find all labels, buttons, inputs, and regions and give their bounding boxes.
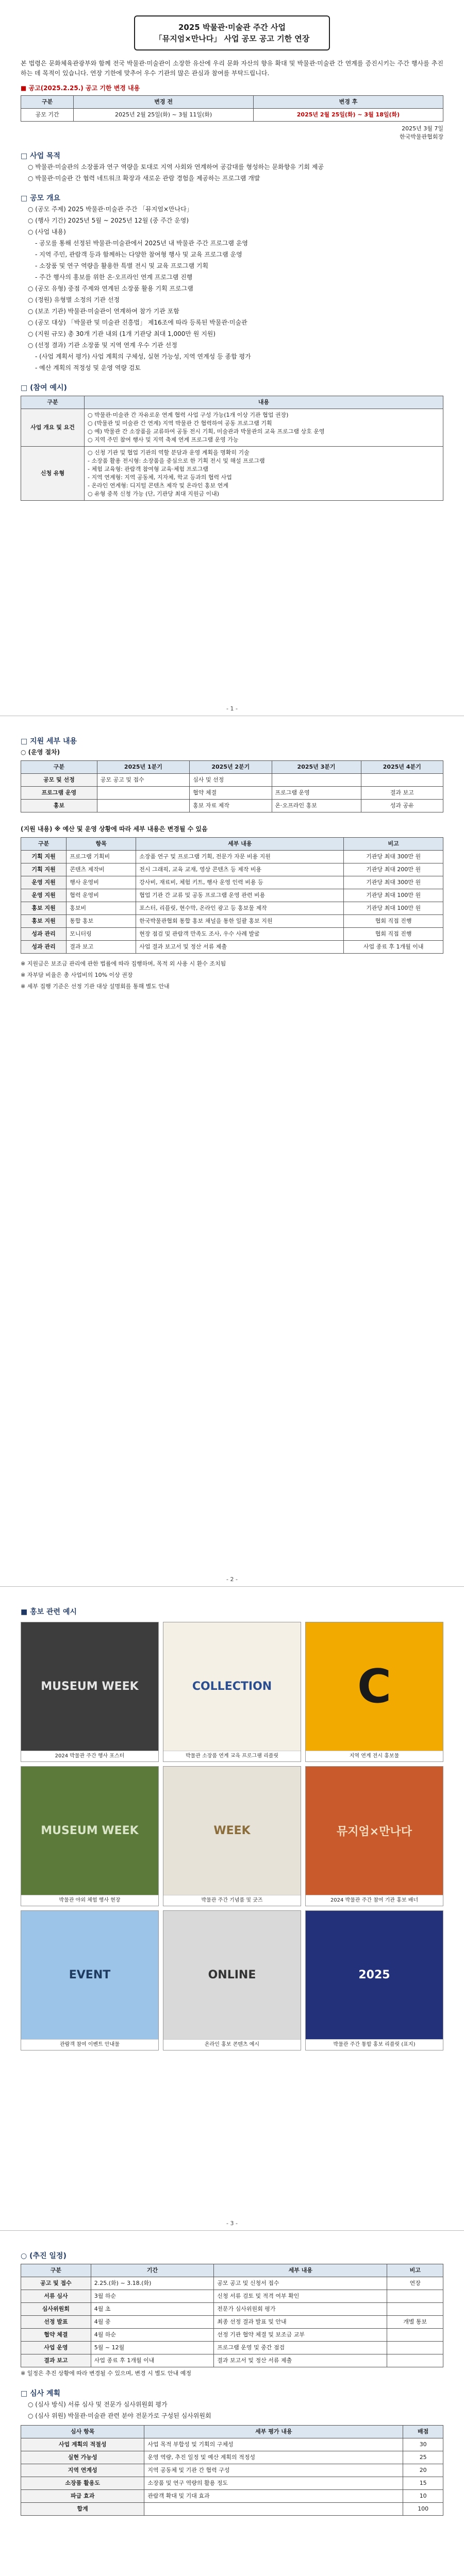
table-cell: 개별 통보 [387,2316,443,2329]
body-text-line: ○ (심사 방식) 서류 심사 및 전문가 심사위원회 평가 [28,2401,168,2408]
example-cell: ○ 신청 기관 및 협업 기관의 역할 분담과 운영 계획을 명확히 기술 - 소장품 활용 전시형: 소장품을 중심으로 한 기획 전시 및 해설 프로그램 - 체험 교육형: 관람객 참여형 교육·체험 프로그램 - 지역 연계형: 지역 공동체, 지자체, 학교 등과의 협력 사업 - 온라인 연계형: 디지털 콘텐츠 제작 및 온라인 홍보 연계 ○ 유형 중복 신청 가능 (단, 기관당 최대 지원금 이내) [85,447,443,501]
promo-image-label: COLLECTION [192,1680,272,1693]
table-cell: 15 [403,2477,443,2490]
table-header: 2025년 4분기 [361,761,443,774]
schedule-row [21,774,443,787]
table-cell: 통합 홍보 [67,915,136,928]
table-cell: 소장품 활용도 [21,2477,144,2490]
example-cell: 사업 개요 및 요건 [21,409,85,447]
table-header: 배점 [403,2426,443,2438]
schedule-row [21,800,443,812]
table-cell: 5월 ~ 12월 [91,2342,213,2354]
promo-image-card [163,1910,301,2050]
body-text-line: ○ 박물관·미술관의 소장품과 연구 역량을 토대로 지역 사회와 연계하여 공감대를 형성하는 문화향유 기회 제공 [28,163,324,171]
promo-image-card [21,1766,159,1906]
table-cell: 운영 지원 [21,889,67,902]
section-review-body [21,2399,443,2421]
body-text-line: ○ (정원) 유형별 소정의 기관 선정 [28,296,120,303]
document-org: 한국박물관협회장 [399,133,443,140]
promo-image-label: 2025 [358,1969,390,1981]
table-cell: 4월 초 [91,2303,213,2316]
promo-image-caption: 박물관 소장품 연계 교육 프로그램 리플릿 [163,1751,301,1761]
table-cell: 선정 기관 협약 체결 및 보조금 교부 [214,2329,387,2342]
title-line-2: 「뮤지엄×만나다」 사업 공모 공고 기한 연장 [154,34,310,43]
timeline-row [21,2354,443,2367]
promo-image-label: MUSEUM WEEK [41,1824,139,1837]
body-text-line: ○ (보조 기관) 박물관·미술관이 연계하여 참가 기관 포함 [28,308,179,315]
table-cell: 서류 심사 [21,2290,91,2303]
table-cell: 기관당 최대 100만 원 [344,889,443,902]
table-cell: 기획 지원 [21,851,67,863]
body-text-line: - (사업 계획서 평가) 사업 계획의 구체성, 실현 가능성, 지역 연계성 등 종합 평가 [35,353,251,360]
promo-image-card [163,1622,301,1762]
body-text-line: ○ (선정 결과) 기관 소장품 및 지역 연계 우수 기관 선정 [28,342,177,349]
table-cell: 결과 보고서 및 정산 서류 제출 [214,2354,387,2367]
detail-table [21,837,443,954]
promo-image-label: C [357,1659,392,1714]
body-text-line: - 주간 행사의 홍보를 위한 온·오프라인 연계 프로그램 진행 [35,274,193,281]
table-cell: 프로그램 운영 및 중간 점검 [214,2342,387,2354]
table-cell: 모니터링 [67,928,136,941]
table-cell: 프로그램 운영 [272,787,361,800]
table-header: 구분 [21,838,67,851]
table-header: 2025년 1분기 [97,761,189,774]
table-cell: 4월 하순 [91,2329,213,2342]
table-header: 구분 [21,761,97,774]
promo-image-card [305,1766,443,1906]
table-cell [387,2303,443,2316]
table-cell: 사업 계획의 적절성 [21,2438,144,2451]
table-cell: 심사 및 선정 [190,774,272,787]
page-2 [0,721,464,1587]
table-cell: 결과 보고 [361,787,443,800]
table-cell: 성과 관리 [21,941,67,954]
detail-row [21,941,443,954]
promo-image-card [163,1766,301,1906]
section-support-title: □ 지원 세부 내용 [21,737,77,745]
table-cell: 행사 운영비 [67,876,136,889]
table-cell [272,774,361,787]
evaluation-table [21,2425,443,2516]
table-cell: 선정 발표 [21,2316,91,2329]
table-cell: 협약 체결 [21,2329,91,2342]
table-header: 구분 [21,2264,91,2277]
example-cell: 신청 유형 [21,447,85,501]
section-purpose-title: □ 사업 목적 [21,152,61,160]
body-text-line: ○ (사업 내용) [28,228,66,235]
table-cell: 한국박물관협회 통합 홍보 채널을 통한 일괄 홍보 지원 [136,915,344,928]
body-text-line: ○ 박물관·미술관 간 협력 네트워크 확장과 새로운 관람 경험을 제공하는 프로그램 개발 [28,175,260,182]
promo-image-card [305,1910,443,2050]
page-1 [0,0,464,716]
table-cell: 지역 공동체 및 기관 간 협력 구성 [144,2464,403,2477]
promo-image-caption: 박물관 주간 기념품 및 굿즈 [163,1895,301,1906]
section-overview-body [21,204,443,373]
example-cell: ○ 박물관·미술관 간 자유로운 연계 협력 사업 구성 가능(1개 이상 기관 협업 권장) ○ (박물관 및 미술관 간 연계) 지역 박물관 간 협력하여 공동 프로그램 기획 ○ 예) 박물관 간 소장품을 교류하여 공동 전시 기획, 미술관과 박물관의 교육 프로그램 상호 운영 ○ 지역 주민 참여 행사 및 지역 축제 연계 프로그램 운영 가능 [85,409,443,447]
table-cell: 파급 효과 [21,2490,144,2503]
timeline-row [21,2316,443,2329]
table-header: 기간 [91,2264,213,2277]
table-cell: 포스터, 리플릿, 현수막, 온라인 광고 등 홍보물 제작 [136,902,344,915]
document-title [134,15,330,50]
detail-row [21,863,443,876]
table-header: 2025년 3분기 [272,761,361,774]
body-text-line: ○ (심사 위원) 박물관·미술관 관련 분야 전문가로 구성된 심사위원회 [28,2412,211,2419]
table-cell: 공모 공고 및 접수 [97,774,189,787]
promo-image-caption: 2024 박물관 주간 참여 기관 홍보 배너 [306,1895,443,1906]
table-cell: 콘텐츠 제작비 [67,863,136,876]
promo-image-caption: 박물관 야외 체험 행사 현장 [21,1895,158,1906]
promo-image-card [21,1622,159,1762]
body-text-line: - 예산 계획의 적정성 및 운영 역량 검토 [35,364,141,371]
table-cell: 온·오프라인 홍보 [272,800,361,812]
timeline-row [21,2303,443,2316]
table-cell: 심사위원회 [21,2303,91,2316]
change-cell: 2025년 2월 25일(화) ~ 3월 18일(화) [253,109,443,122]
promo-image-card [305,1622,443,1762]
body-text-line: - 공모를 통해 선정된 박물관·미술관에서 2025년 내 박물관 주간 프로그램 운영 [35,240,248,247]
table-cell: 운영 지원 [21,876,67,889]
table-cell: 25 [403,2451,443,2464]
body-text-line: ○ (행사 기간) 2025년 5월 ~ 2025년 12월 (중 주간 운영) [28,217,189,224]
schedule-section-title: ○ (추진 일정) [21,2252,67,2260]
table-cell: 관람객 확대 및 기대 효과 [144,2490,403,2503]
table-cell [387,2342,443,2354]
schedule-subtitle: ○ (운영 절차) [21,749,60,756]
table-cell: 최종 선정 결과 발표 및 안내 [214,2316,387,2329]
promo-image-card [21,1910,159,2050]
change-cell: 공모 기간 [21,109,74,122]
table-cell: 운영 역량, 추진 일정 및 예산 계획의 적정성 [144,2451,403,2464]
evaluation-row [21,2451,443,2464]
page-number: - 1 - [226,705,238,712]
table-header: 비고 [387,2264,443,2277]
table-cell: 신청 서류 검토 및 적격 여부 확인 [214,2290,387,2303]
promo-image [306,1622,443,1751]
table-cell: 소장품 연구 및 프로그램 기획, 전문가 자문 비용 지원 [136,851,344,863]
section-overview-title: □ 공모 개요 [21,194,61,202]
page-divider [0,2230,464,2231]
table-cell: 기관당 최대 300만 원 [344,851,443,863]
change-header: 변경 후 [253,96,443,109]
change-note: ■ 공고(2025.2.25.) 공고 기한 변경 내용 [21,84,140,92]
table-cell [361,774,443,787]
example-header: 구분 [21,396,85,409]
promo-image-label: WEEK [213,1824,251,1837]
table-header: 2025년 2분기 [190,761,272,774]
table-header: 세부 내용 [214,2264,387,2277]
evaluation-row [21,2438,443,2451]
table-cell [387,2290,443,2303]
promo-image [163,1911,301,2039]
table-header: 세부 평가 내용 [144,2426,403,2438]
detail-row [21,851,443,863]
table-cell: 실현 가능성 [21,2451,144,2464]
table-cell: 프로그램 기획비 [67,851,136,863]
document-date: 2025년 3월 7일 [402,125,443,132]
table-cell: 사업 목적 부합성 및 기획의 구체성 [144,2438,403,2451]
table-cell: 소장품 및 연구 역량의 활용 정도 [144,2477,403,2490]
promo-image-label: ONLINE [208,1969,256,1981]
table-cell: 합계 [21,2503,144,2516]
schedule-table [21,760,443,812]
timeline-note: ※ 일정은 추진 상황에 따라 변경될 수 있으며, 변경 시 별도 안내 예정 [21,2370,191,2377]
page-number: - 3 - [226,2220,238,2227]
table-cell [97,787,189,800]
promo-image-caption: 2024 박물관 주간 행사 포스터 [21,1751,158,1761]
page-divider [0,1586,464,1587]
body-text-line: ○ (공모 주제) 2025 박물관·미술관 주간 「뮤지엄×만나다」 [28,206,193,213]
table-cell [144,2503,403,2516]
table-cell: 홍보 [21,800,97,812]
promo-image [306,1767,443,1895]
gallery-title: ■ 홍보 관련 예시 [21,1608,77,1616]
evaluation-row [21,2503,443,2516]
note-line: ※ 지원금은 보조금 관리에 관한 법률에 따라 집행하며, 목적 외 사용 시 환수 조치됨 [21,960,226,967]
section-example-title: □ (참여 예시) [21,384,67,392]
change-table [21,95,443,122]
promo-image [21,1911,158,2039]
table-cell: 연장 [387,2277,443,2290]
promo-image-label: EVENT [69,1969,111,1981]
page-number: - 2 - [226,1576,238,1583]
table-cell: 기관당 최대 300만 원 [344,876,443,889]
note-line: ※ 세부 집행 기준은 선정 기관 대상 설명회를 통해 별도 안내 [21,983,170,990]
body-text-line: ○ (공모 대상) 「박물관 및 미술관 진흥법」 제16조에 따라 등록된 박물관·미술관 [28,319,247,326]
table-cell: 기관당 최대 100만 원 [344,902,443,915]
promo-gallery [21,1622,443,2050]
page-3 [0,1592,464,2231]
table-cell: 홍보 자료 제작 [190,800,272,812]
timeline-table [21,2264,443,2367]
table-cell: 협약 체결 [190,787,272,800]
intro-paragraph: 본 법령은 문화체육관광부와 함께 전국 박물관·미술관이 소장한 유산에 우리 문화 자산의 향유 확대 및 박물관·미술관 간 연계를 증진시키는 주간 행사를 추진하는 데 목적이 있습니다. 연장 기한에 맞추어 우수 기관의 많은 관심과 참여를 부탁드립니다. [21,60,443,77]
detail-title: (지원 내용) ※ 예산 및 운영 상황에 따라 세부 내용은 변경될 수 있음 [21,825,208,833]
table-cell: 사업 종료 후 1개월 이내 [344,941,443,954]
detail-row [21,889,443,902]
change-cell: 2025년 2월 25일(화) ~ 3월 11일(화) [74,109,254,122]
table-cell: 협회 직접 진행 [344,928,443,941]
example-header: 내용 [85,396,443,409]
table-header: 항목 [67,838,136,851]
table-cell: 사업 종료 후 1개월 이내 [91,2354,213,2367]
example-table [21,396,443,501]
table-cell: 3월 하순 [91,2290,213,2303]
promo-image-caption: 지역 연계 전시 홍보물 [306,1751,443,1761]
table-cell: 4월 중 [91,2316,213,2329]
table-cell: 사업 결과 보고서 및 정산 서류 제출 [136,941,344,954]
table-cell: 30 [403,2438,443,2451]
table-cell: 10 [403,2490,443,2503]
promo-image [306,1911,443,2039]
timeline-row [21,2290,443,2303]
title-line-1: 2025 박물관·미술관 주간 사업 [178,23,286,32]
promo-image-caption: 관람객 참여 이벤트 안내물 [21,2039,158,2050]
promo-image-label: MUSEUM WEEK [41,1680,139,1693]
table-cell: 홍보 지원 [21,902,67,915]
table-cell: 프로그램 운영 [21,787,97,800]
promo-image-caption: 온라인 홍보 콘텐츠 예시 [163,2039,301,2050]
table-cell: 성과 관리 [21,928,67,941]
promo-image-label: 뮤지엄×만나다 [337,1825,412,1838]
detail-row [21,915,443,928]
body-text-line: - 지역 주민, 관람객 등과 함께하는 다양한 참여형 행사 및 교육 프로그램 운영 [35,251,242,258]
evaluation-row [21,2464,443,2477]
body-text-line: - 소장품 및 연구 역량을 활용한 특별 전시 및 교육 프로그램 기획 [35,262,209,269]
table-cell: 2.25.(화) ~ 3.18.(화) [91,2277,213,2290]
table-cell [387,2354,443,2367]
table-cell: 협업 기관 간 교류 및 공동 프로그램 운영 관련 비용 [136,889,344,902]
body-text-line: ○ (지원 규모) 총 30개 기관 내외 (1개 기관당 최대 1,000만 원 지원) [28,330,216,337]
timeline-row [21,2329,443,2342]
body-text-line: ○ (공모 유형) 중점 주제와 연계된 소장품 활용 기획 프로그램 [28,285,193,292]
timeline-row [21,2277,443,2290]
section-purpose-body [21,162,443,183]
promo-image [163,1622,301,1751]
table-cell: 기관당 최대 200만 원 [344,863,443,876]
detail-notes [21,959,443,992]
table-cell: 협력 운영비 [67,889,136,902]
note-line: ※ 자부담 비율은 총 사업비의 10% 이상 권장 [21,972,133,978]
detail-row [21,928,443,941]
table-cell: 전문가 심사위원회 평가 [214,2303,387,2316]
table-cell: 성과 공유 [361,800,443,812]
table-cell: 공고 및 접수 [21,2277,91,2290]
table-cell: 홍보 지원 [21,915,67,928]
promo-image [21,1622,158,1751]
table-cell: 공모 공고 및 신청서 접수 [214,2277,387,2290]
table-cell: 홍보비 [67,902,136,915]
promo-image-caption: 박물관 주간 통합 홍보 리플릿 (표지) [306,2039,443,2050]
promo-image [163,1767,301,1895]
section-review-title: □ 심사 계획 [21,2389,61,2398]
table-header: 세부 내용 [136,838,344,851]
change-header: 구분 [21,96,74,109]
table-cell: 공모 및 선정 [21,774,97,787]
page-4 [0,2236,464,2576]
table-cell: 현장 점검 및 관람객 만족도 조사, 우수 사례 발굴 [136,928,344,941]
table-header: 심사 항목 [21,2426,144,2438]
table-cell: 전시 그래픽, 교육 교재, 영상 콘텐츠 등 제작 비용 [136,863,344,876]
table-cell: 기획 지원 [21,863,67,876]
detail-row [21,876,443,889]
table-cell [97,800,189,812]
table-header: 비고 [344,838,443,851]
detail-row [21,902,443,915]
timeline-row [21,2342,443,2354]
table-cell: 100 [403,2503,443,2516]
table-cell [387,2329,443,2342]
evaluation-row [21,2490,443,2503]
change-header: 변경 전 [74,96,254,109]
evaluation-row [21,2477,443,2490]
table-cell: 협회 직접 진행 [344,915,443,928]
promo-image [21,1767,158,1895]
table-cell: 결과 보고 [67,941,136,954]
table-cell: 강사비, 재료비, 체험 키트, 행사 운영 인력 비용 등 [136,876,344,889]
schedule-row [21,787,443,800]
table-cell: 20 [403,2464,443,2477]
table-cell: 사업 운영 [21,2342,91,2354]
table-cell: 지역 연계성 [21,2464,144,2477]
table-cell: 결과 보고 [21,2354,91,2367]
